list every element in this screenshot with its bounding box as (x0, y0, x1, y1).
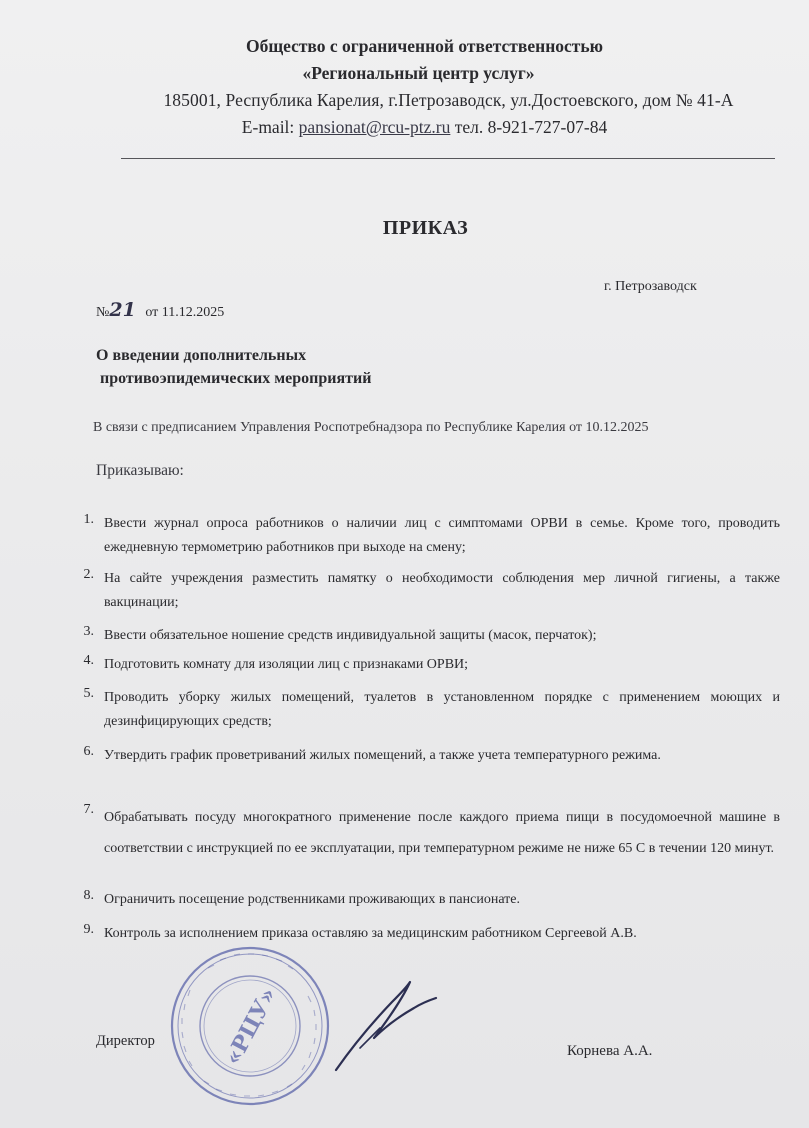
header-divider (121, 158, 775, 159)
org-quoted-name: «Региональный центр услуг» (302, 63, 535, 83)
director-name: Корнева А.А. (567, 1043, 653, 1059)
order-number: 21 (109, 299, 136, 321)
subject-line-1: О введении дополнительных (96, 347, 307, 364)
order-basis: В связи с предписанием Управления Роспотребнадзора по Республике Карелия от 10.12.2025 (93, 420, 649, 435)
item-text: Ввести обязательное ношение средств индивидуальной защиты (масок, перчаток); (104, 628, 597, 643)
company-seal (168, 944, 332, 1108)
item-number: 1. (83, 512, 94, 527)
order-number-line (96, 299, 224, 321)
item-number: 4. (83, 653, 94, 668)
item-number: 3. (83, 624, 94, 639)
item-number: 2. (83, 567, 94, 582)
email-link[interactable]: pansionat@rcu-ptz.ru (298, 117, 451, 137)
item-number: 8. (83, 888, 94, 903)
item-number: 5. (83, 686, 94, 701)
item-text: Ограничить посещение родственниками проживающих в пансионате. (104, 892, 521, 907)
org-contact (20, 117, 809, 138)
item-text: Ввести журнал опроса работников о наличии лиц с симптомами ОРВИ в семье. Кроме того, проводить ежедневную термометрию работников при выходе на смену; (104, 516, 780, 555)
email-label: E-mail: (241, 117, 295, 137)
document-title: ПРИКАЗ (382, 217, 469, 239)
document-city: г. Петрозаводск (604, 279, 697, 294)
item-number: 7. (83, 802, 94, 817)
order-prefix: № (96, 305, 110, 320)
order-date: от 11.12.2025 (145, 305, 225, 320)
seal-text: «РЦУ» (219, 983, 282, 1070)
item-text: Контроль за исполнением приказа оставляю за медицинским работником Сергеевой А.В. (104, 926, 637, 941)
decree-word: Приказываю: (96, 462, 184, 479)
item-number: 6. (83, 744, 94, 759)
director-label: Директор (96, 1033, 155, 1049)
item-text: Подготовить комнату для изоляции лиц с признаками ОРВИ; (104, 657, 469, 672)
item-text: Обрабатывать посуду многократного применение после каждого приема пищи в посудомоечной машине в соответствии с инструкцией по ее эксплуатации, при температурном режиме не ниже 65 С в течении 120 минут. (104, 810, 780, 856)
director-signature (330, 970, 440, 1080)
org-name: Общество с ограниченной ответственностью (245, 36, 604, 56)
subject-line-2: противоэпидемических мероприятий (100, 370, 372, 387)
item-number: 9. (83, 922, 94, 937)
item-text: На сайте учреждения разместить памятку о необходимости соблюдения мер личной гигиены, а также вакцинации; (104, 571, 780, 610)
item-text: Проводить уборку жилых помещений, туалетов в установленном порядке с применением моющих и дезинфицирующих средств; (104, 690, 780, 729)
order-subject (96, 344, 371, 390)
phone: тел. 8-921-727-07-84 (454, 117, 608, 137)
org-address: 185001, Республика Карелия, г.Петрозаводск, ул.Достоевского, дом № 41-А (163, 90, 734, 110)
item-text: Утвердить график проветриваний жилых помещений, а также учета температурного режима. (104, 748, 661, 763)
